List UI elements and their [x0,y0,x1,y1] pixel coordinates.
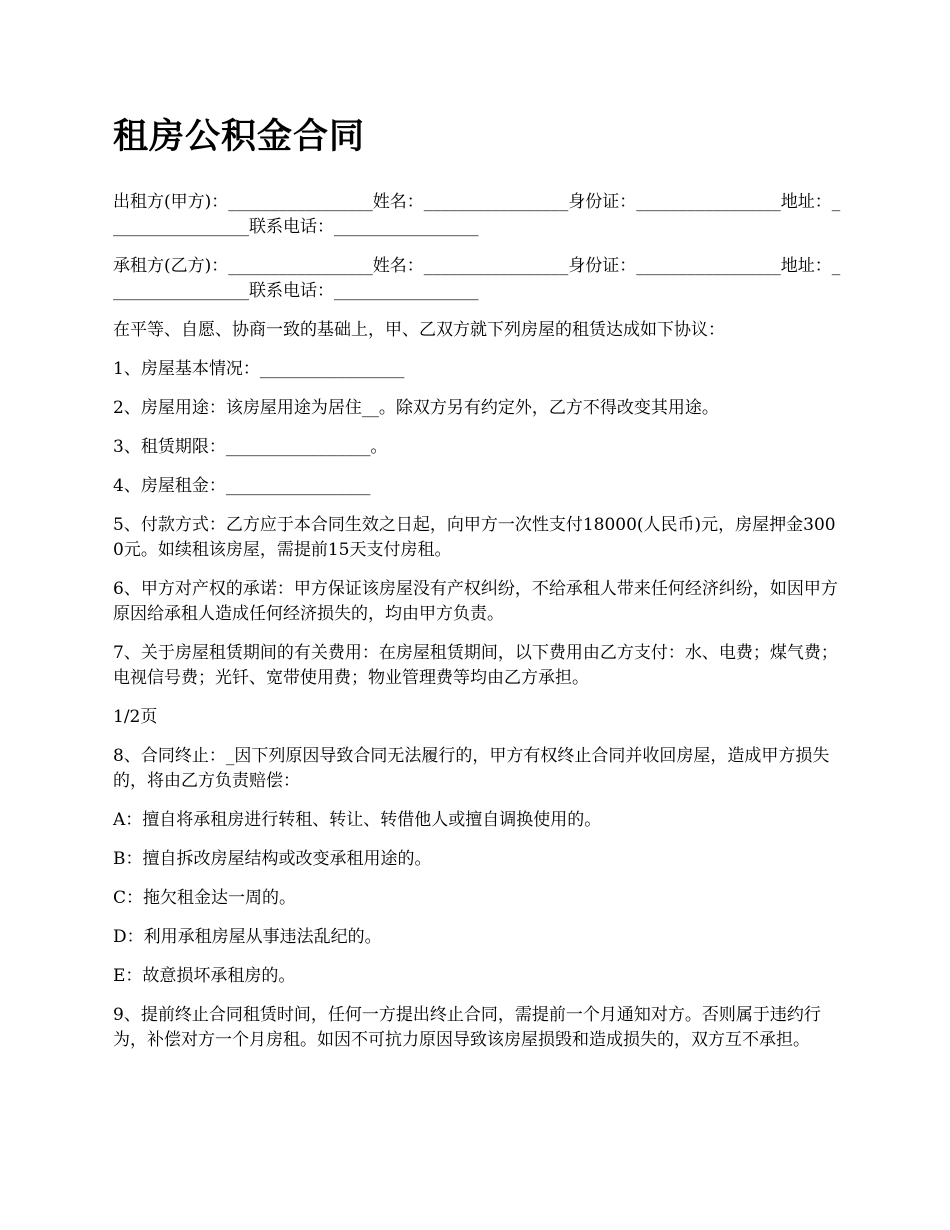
clause-8-item-b: B：擅自拆改房屋结构或改变承租用途的。 [113,849,432,869]
clause-2: 2、房屋用途：该房屋用途为居住__。除双方另有约定外，乙方不得改变其用途。 [113,398,719,418]
clause-8-item-a: A：擅自将承租房进行转租、转让、转借他人或擅自调换使用的。 [113,810,602,830]
clause-8-item-d: D：利用承租房屋从事违法乱纪的。 [113,927,382,947]
lessee-info: 承租方(乙方)：_________________姓名：_________________身份证：_________________地址：_________________联系电话：_________________ [113,256,841,301]
clause-8: 8、合同终止：_因下列原因导致合同无法履行的，甲方有权终止合同并收回房屋，造成甲方损失的，将由乙方负责赔偿： [113,746,830,791]
clause-7: 7、关于房屋租赁期间的有关费用：在房屋租赁期间，以下费用由乙方支付：水、电费；煤气费；电视信号费；光钎、宽带使用费；物业管理费等均由乙方承担。 [113,643,838,688]
document-title: 租房公积金合同 [113,116,366,157]
clause-6: 6、甲方对产权的承诺：甲方保证该房屋没有产权纠纷，不给承租人带来任何经济纠纷，如因甲方原因给承租人造成任何经济损失的，均由甲方负责。 [113,579,838,624]
page-number: 1/2页 [113,707,158,727]
document-page [113,112,841,1067]
clause-9: 9、提前终止合同租赁时间，任何一方提出终止合同，需提前一个月通知对方。否则属于违约行为，补偿对方一个月房租。如因不可抗力原因导致该房屋损毁和造成损失的，双方互不承担。 [113,1005,821,1050]
clause-3: 3、租赁期限：_________________。 [113,437,388,457]
lessor-info: 出租方(甲方)：_________________姓名：_________________身份证：_________________地址：_________________联系电话：_________________ [113,192,841,237]
clause-8-item-c: C：拖欠租金达一周的。 [113,888,297,908]
clause-5: 5、付款方式：乙方应于本合同生效之日起，向甲方一次性支付18000(人民币)元，房屋押金3000元。如续租该房屋，需提前15天支付房租。 [113,515,836,560]
clause-8-item-e: E：故意损坏承租房的。 [113,966,296,986]
preamble: 在平等、自愿、协商一致的基础上，甲、乙双方就下列房屋的租赁达成如下协议： [113,320,725,340]
clause-4: 4、房屋租金：_________________ [113,476,371,496]
clause-1: 1、房屋基本情况：_________________ [113,359,405,379]
